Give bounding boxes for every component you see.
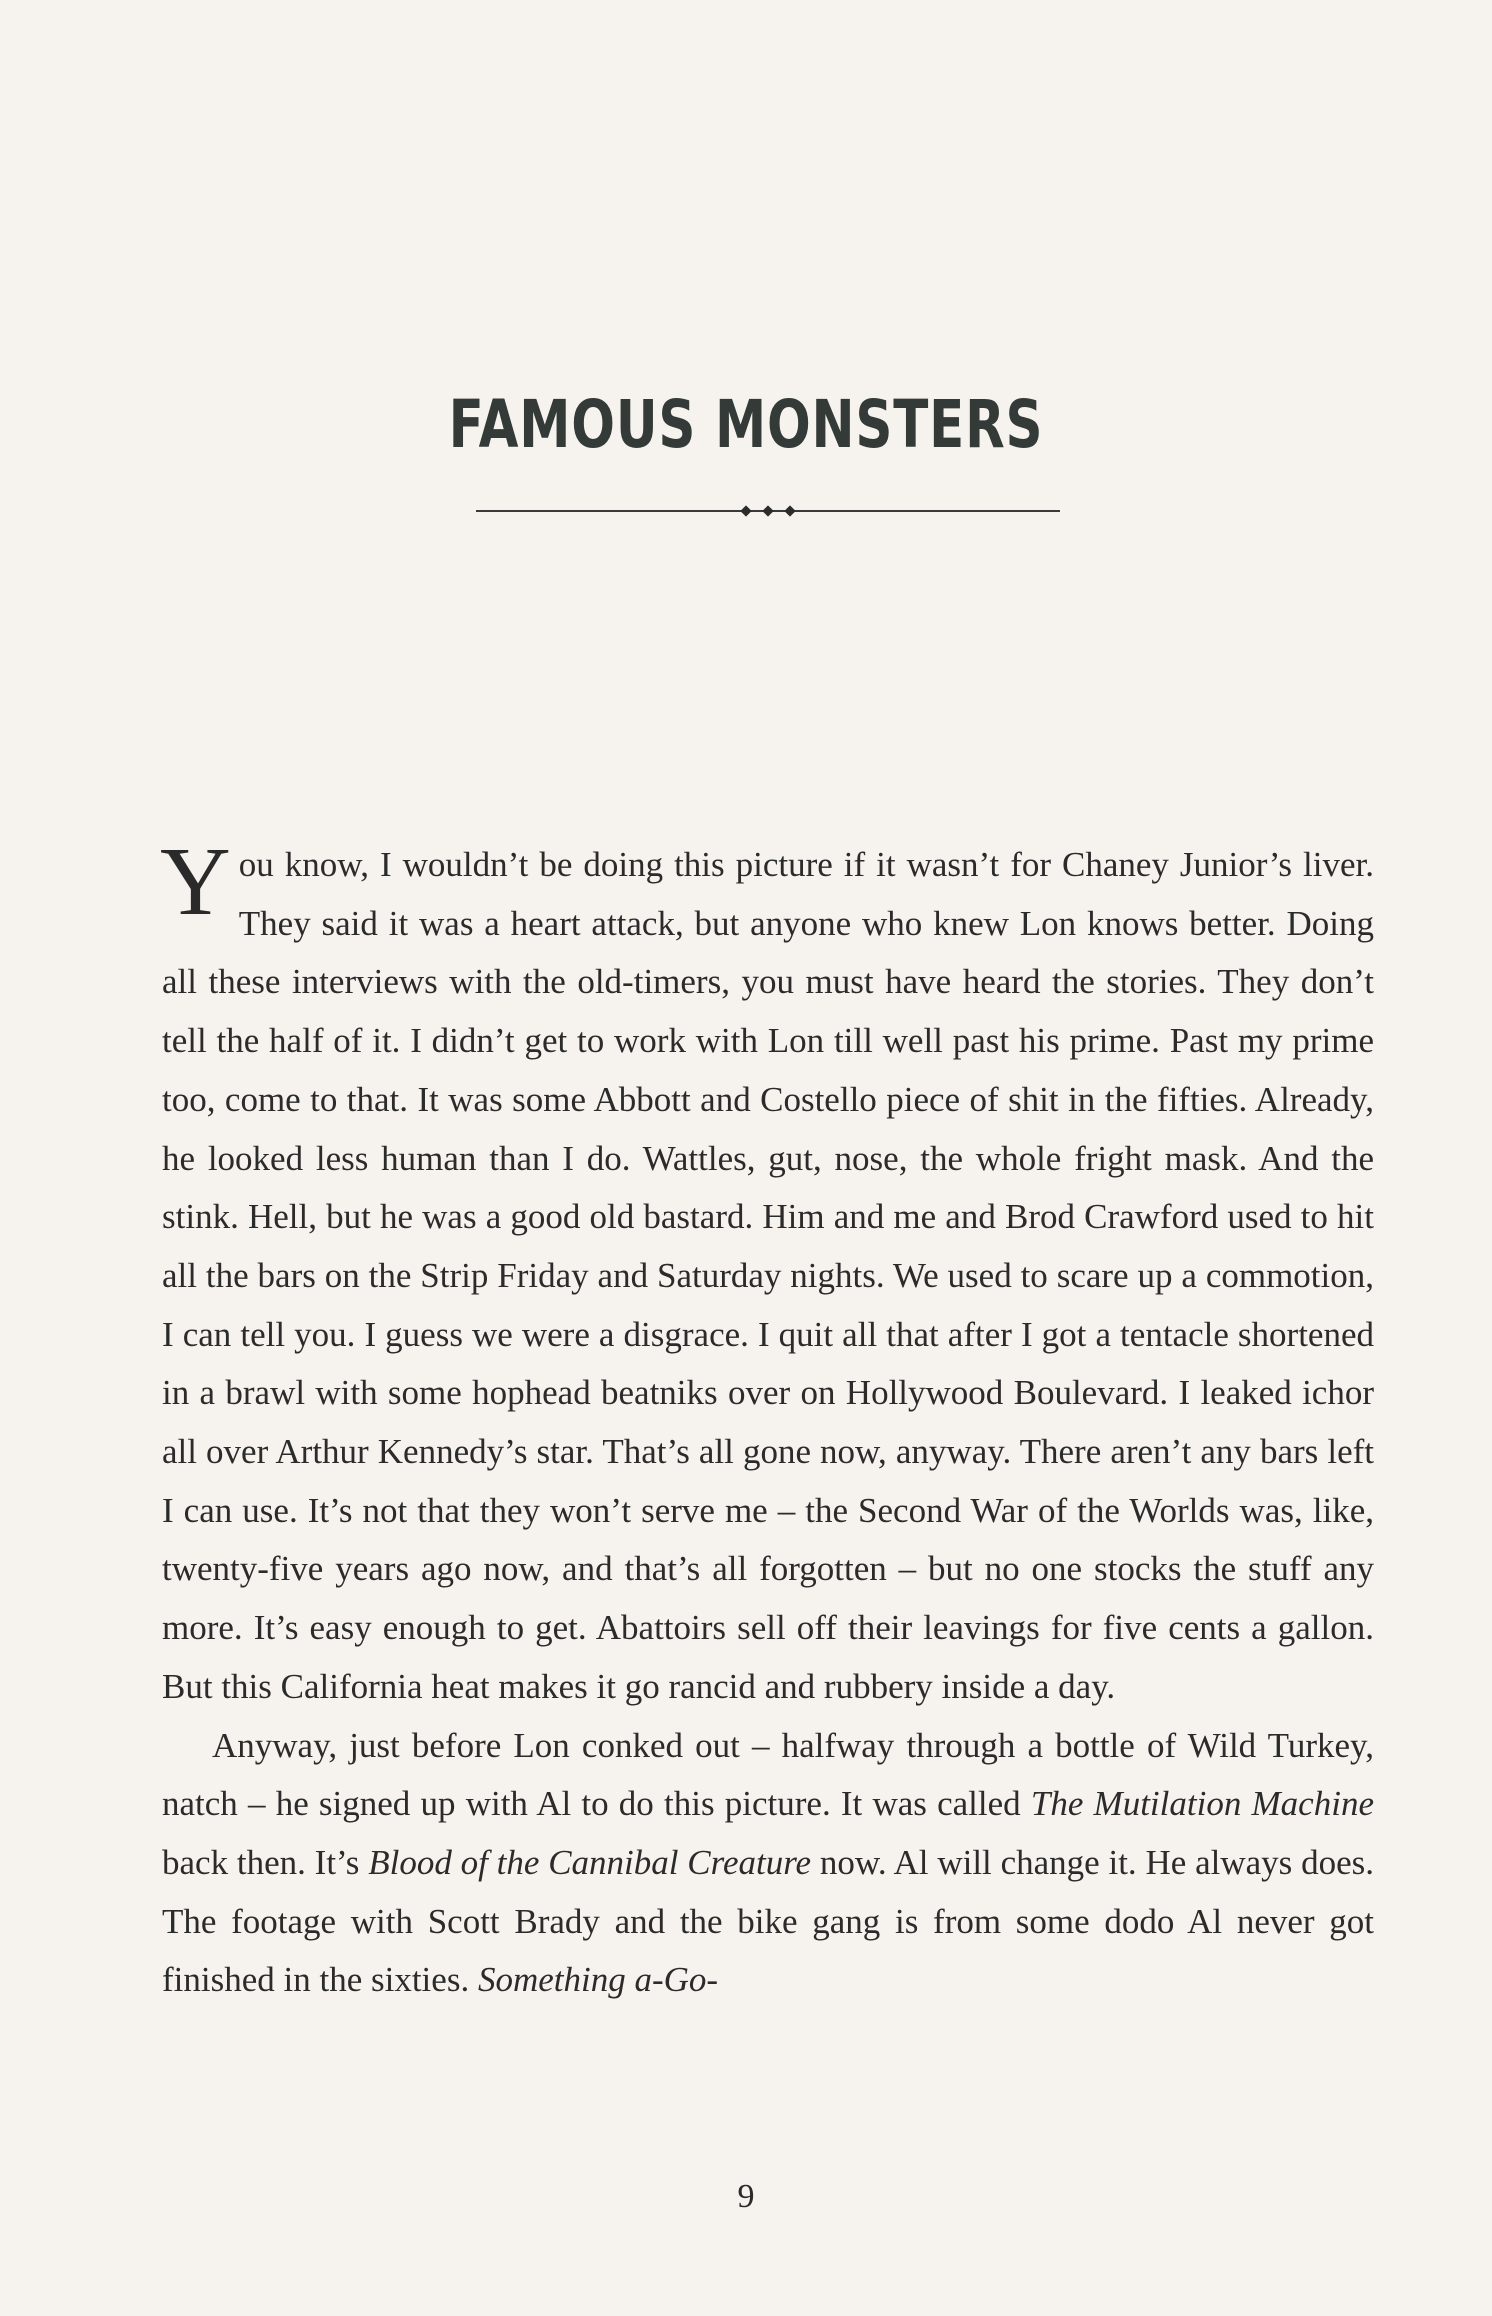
paragraph-1-text: ou know, I wouldn’t be doing this picture if it wasn’t for Chaney Junior’s liver. They said it was a heart attack, but anyone who knew Lon knows better. Doing all these interviews with the old-timers, you must have heard the stories. They don’t tell the half of it. I didn’t get to work with Lon till well past his prime. Past my prime too, come to that. It was some Abbott and Costello piece of shit in the fifties. Already, he looked less human than I do. Wattles, gut, nose, the whole fright mask. And the stink. Hell, but he was a good old bastard. Him and me and Brod Crawford used to hit all the bars on the Strip Friday and Saturday nights. We used to scare up a commotion, I can tell you. I guess we were a disgrace. I quit all that after I got a tentacle shortened in a brawl with some hophead beatniks over on Hollywood Boulevard. I leaked ichor all over Arthur Kennedy’s star. That’s all gone now, anyway. There aren’t any bars left I can use. It’s not that they won’t serve me – the Second War of the Worlds was, like, twenty-five years ago now, and that’s all forgotten – but no one stocks the stuff any more. It’s easy enough to get. Abattoirs sell off their leavings for five cents a gallon. But this California heat makes it go rancid and rubbery inside a day. (162, 845, 1374, 1706)
film-title-mutilation-machine: The Mutilation Machine (1030, 1784, 1374, 1824)
paragraph-2 (162, 1717, 1374, 2011)
title-ornamental-rule (476, 504, 1060, 518)
page-number: 9 (737, 2178, 755, 2215)
paragraph-1 (160, 828, 1374, 1717)
body-text (160, 828, 1374, 2010)
paragraph-2-text-2: back then. It’s (162, 1842, 369, 1882)
drop-cap: Y (160, 828, 231, 936)
film-title-something-a-go: Something a-Go- (477, 1960, 719, 2000)
film-title-blood-cannibal-creature: Blood of the Cannibal Creature (368, 1842, 812, 1882)
paragraph-2-text-1: Anyway, just before Lon conked out – halfway through a bottle of Wild Turkey, natch – he signed up with Al to do this picture. It was called (162, 1725, 1374, 1824)
rule-ornament-icon (738, 507, 798, 515)
paragraph-2-text-3: now. Al will change it. He always does. The footage with Scott Brady and the bike gang is from some dodo Al never got finished in the sixties. (162, 1842, 1374, 2000)
chapter-title: FAMOUS MONSTERS (448, 386, 1044, 463)
